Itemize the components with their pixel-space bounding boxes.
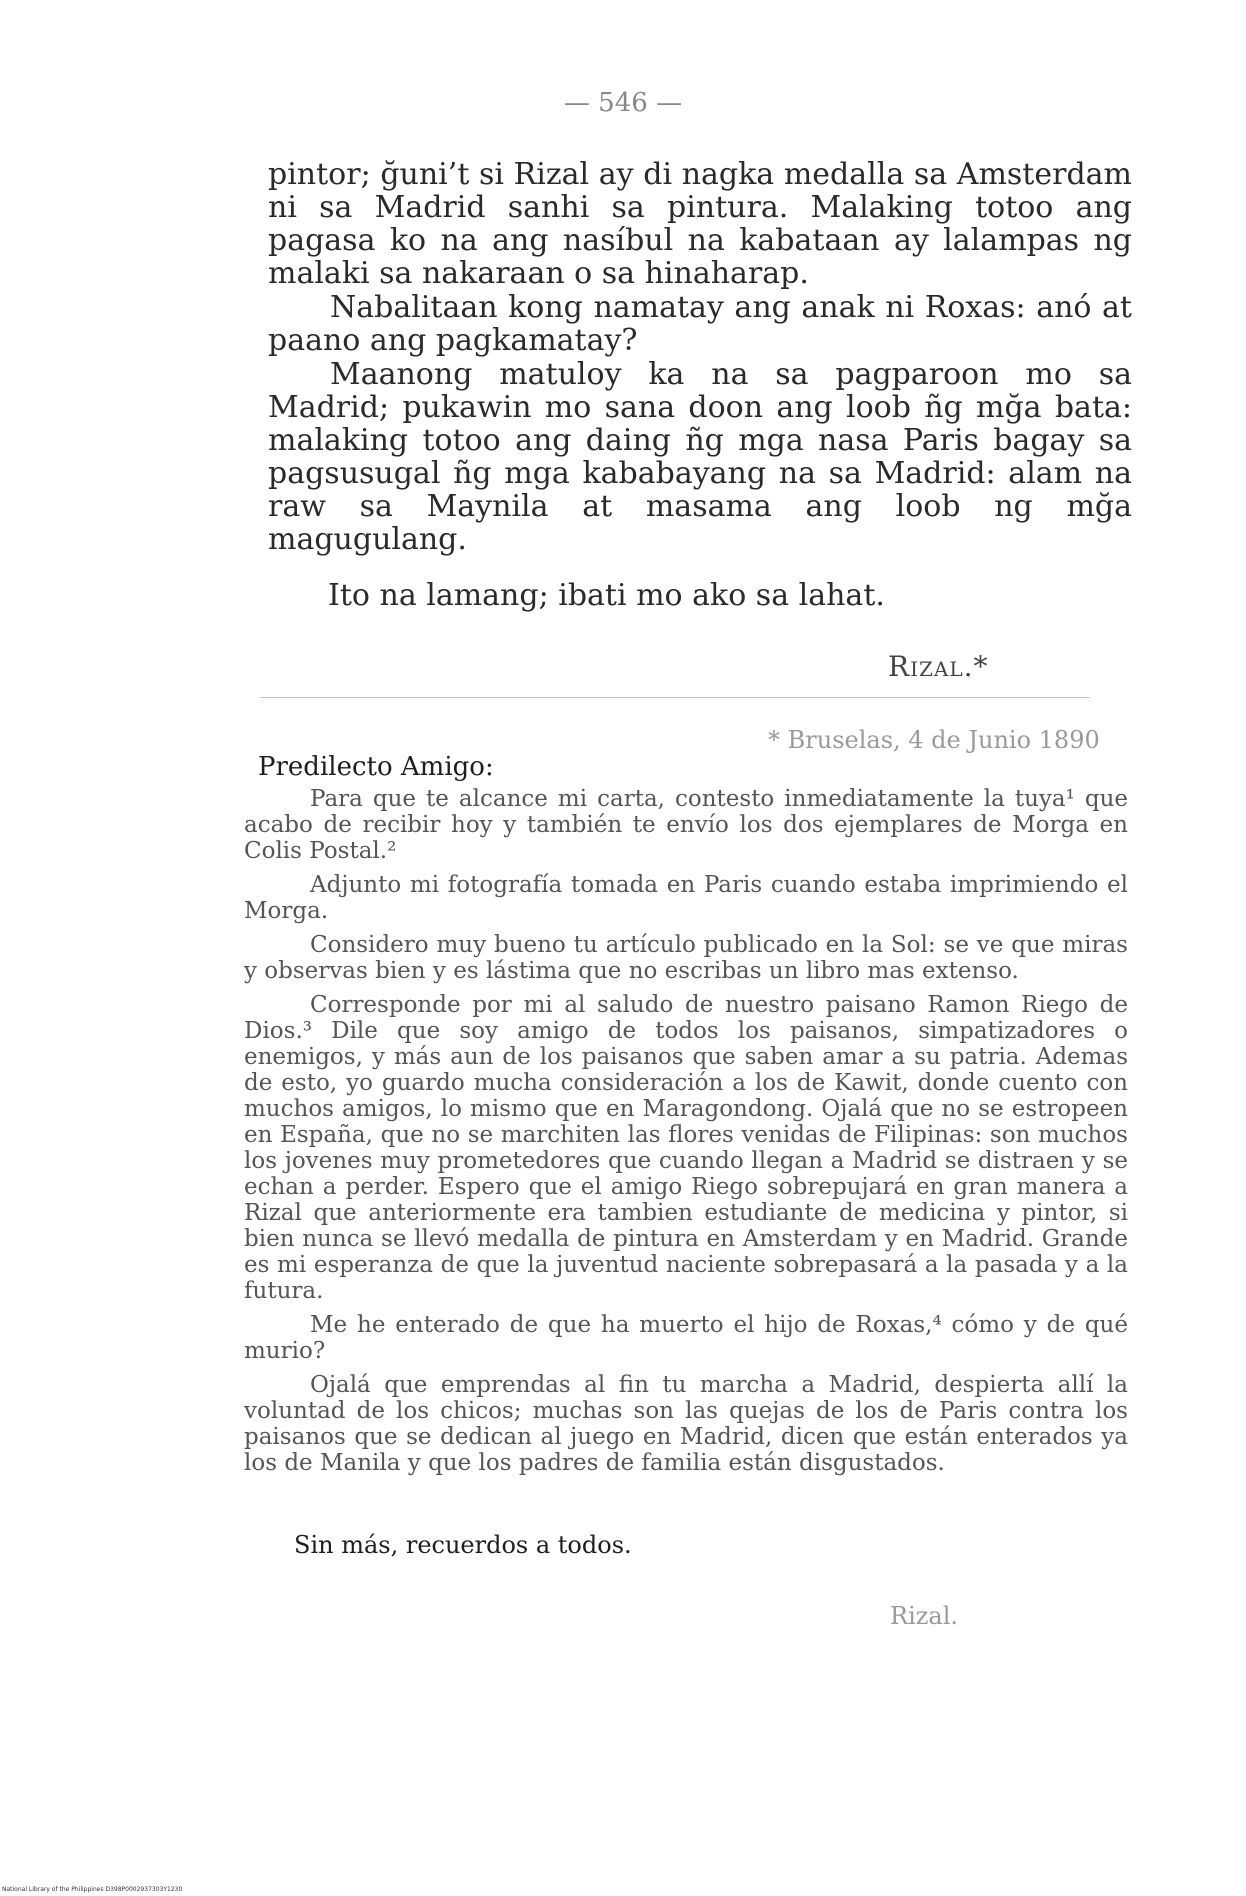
tagalog-signature: Rizal.* [888,650,989,683]
page-number: — 546 — [563,88,683,118]
spanish-paragraph: Ojalá que emprendas al fin tu marcha a Madrid, despierta allí la voluntad de los chicos; muchas son las quejas de los de Paris contra los paisanos que se dedican al juego en Madrid, dicen que están enterados ya los de Manila y que los padres de familia están disgustados. [244,1372,1128,1476]
spanish-paragraph: Adjunto mi fotografía tomada en Paris cuando estaba imprimiendo el Morga. [244,872,1128,924]
footer-credit: National Library of the Philippines D398P0002937303Y1230 [2,1886,183,1893]
spanish-paragraph: Me he enterado de que ha muerto el hijo de Roxas,⁴ cómo y de qué murio? [244,1312,1128,1364]
tagalog-paragraph: Nabalitaan kong namatay ang anak ni Roxas: anó at paano ang pagkamatay? [268,290,1132,358]
spanish-paragraph: Para que te alcance mi carta, contesto inmediatamente la tuya¹ que acabo de recibir hoy y también te envío los dos ejemplares de Morga en Colis Postal.² [244,786,1128,864]
tagalog-paragraph: pintor; ğuni’t si Rizal ay di nagka medalla sa Amsterdam ni sa Madrid sanhi sa pintura. Malaking totoo ang pagasa ko na ang nasíbul na kabataan ay lalampas ng malaki sa nakaraan o sa hinaharap. [268,157,1132,291]
salutation: Predilecto Amigo: [258,752,494,782]
tagalog-paragraph: Maanong matuloy ka na sa pagparoon mo sa Madrid; pukawin mo sana doon ang loob ñg mğa bata: malaking totoo ang daing ñg mga nasa Paris bagay sa pagsusugal ñg mga kababayang na sa Madrid: alam na raw sa Maynila at masama ang loob ng mğa magugulang. [268,357,1132,557]
tagalog-letter-body [268,158,1132,557]
spanish-letter-body [244,786,1128,1484]
dateline: * Bruselas, 4 de Junio 1890 [768,726,1100,754]
spanish-paragraph: Considero muy bueno tu artículo publicado en la Sol: se ve que miras y observas bien y es lástima que no escribas un libro mas extenso. [244,932,1128,984]
section-divider [260,697,1090,698]
spanish-paragraph: Corresponde por mi al saludo de nuestro paisano Ramon Riego de Dios.³ Dile que soy amigo de todos los paisanos, simpatizadores o enemigos, y más aun de los paisanos que saben amar a su patria. Ademas de esto, yo guardo mucha consideración a los de Kawit, donde cuento con muchos amigos, lo mismo que en Maragondong. Ojalá que no se estropeen en España, que no se marchiten las flores venidas de Filipinas: son muchos los jovenes muy prometedores que cuando llegan a Madrid se distraen y se echan a perder. Espero que el amigo Riego sobrepujará en gran manera a Rizal que anteriormente era tambien estudiante de medicina y pintor, si bien nunca se llevó medalla de pintura en Amsterdam y en Madrid. Grande es mi esperanza de que la juventud naciente sobrepasará a la pasada y a la futura. [244,992,1128,1304]
spanish-signature: Rizal. [890,1602,959,1630]
tagalog-closing: Ito na lamang; ibati mo ako sa lahat. [328,578,885,613]
spanish-closing: Sin más, recuerdos a todos. [294,1531,632,1559]
